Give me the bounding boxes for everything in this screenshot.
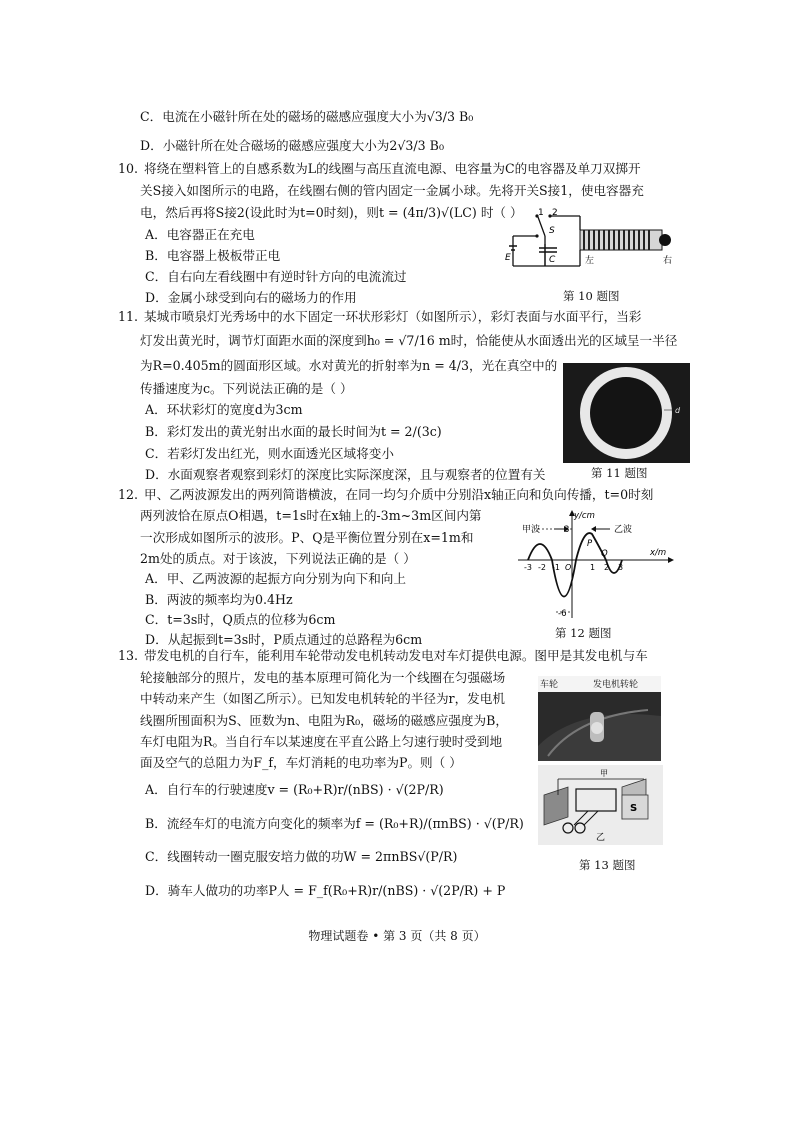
q12-stem-line-2: 两列波恰在原点O相遇，t=1s时在x轴上的-3m~3m区间内第 (140, 508, 482, 523)
q9-option-d: D．小磁针所在处合磁场的磁感应强度大小为2√3/3 B₀ (140, 138, 444, 153)
page-footer: 物理试题卷 • 第 3 页（共 8 页） (308, 929, 486, 943)
q11-option-a: A．环状彩灯的宽度d为3cm (145, 402, 303, 417)
q12-wave-a-label: 甲波 (522, 525, 541, 535)
q12-y-axis-label: y/cm (574, 511, 595, 521)
q10-label-2: 2 (552, 208, 558, 218)
q13-diagram-label-s: S (630, 803, 638, 814)
q13-stem-line-3: 中转动来产生（如图乙所示）。已知发电机转轮的半径为r，发电机 (140, 691, 505, 706)
q11-stem-line-1: 11. 某城市喷泉灯光秀场中的水下固定一环状形彩灯（如图所示），彩灯表面与水面平行，当彩 (118, 309, 642, 324)
q10-stem-line-1: 10. 将绕在塑料管上的自感系数为L的线圈与高压直流电源、电容量为C的电容器及单刀双掷开 (118, 161, 641, 176)
q13-generator-diagram (538, 765, 663, 845)
q9-option-c: C．电流在小磁针所在处的磁场的磁感应强度大小为√3/3 B₀ (140, 109, 474, 124)
q12-x-tick-minus1: -1 (552, 563, 560, 572)
q13-number: 13. (118, 648, 139, 663)
q12-wave-graph (510, 508, 675, 623)
q12-origin: O (565, 563, 572, 572)
q12-stem-line-4: 2m处的质点。对于该波，下列说法正确的是（ ） (140, 551, 416, 566)
q13-stem-line-6: 面及空气的总阻力为F_f，车灯消耗的电功率为P。则（ ） (140, 755, 462, 770)
q12-point-q: Q (601, 549, 608, 559)
q12-number: 12. (118, 487, 139, 502)
q12-x-tick-1: 1 (590, 563, 596, 572)
q12-x-tick-minus2: -2 (538, 563, 546, 572)
q10-option-a: A．电容器正在充电 (145, 227, 255, 242)
q12-x-axis-label: x/m (650, 548, 667, 558)
q12-y-tick-minus6: -6 (558, 609, 567, 619)
q10-label-e: E (505, 253, 511, 263)
q10-label-1: 1 (538, 208, 544, 218)
q11-figure-caption: 第 11 题图 (591, 466, 648, 480)
q11-number: 11. (118, 309, 139, 324)
q11-label-d: d (675, 406, 681, 415)
q12-wave-b-label: 乙波 (614, 525, 633, 535)
q10-option-c: C．自右向左看线圈中有逆时针方向的电流流过 (145, 269, 407, 284)
q13-stem-line-2: 轮接触部分的照片，发电的基本原理可简化为一个线圈在匀强磁场 (140, 670, 506, 685)
q10-label-left: 左 (585, 256, 595, 266)
q11-ring-light-figure (563, 363, 690, 463)
q13-option-a: A．自行车的行驶速度v = (R₀+R)r/(nBS) · √(2P/R) (145, 782, 444, 797)
q10-stem-line-3: 电，然后再将S接2(设此时为t=0时刻)，则t = (4π/3)√(LC) 时（ ） (140, 205, 523, 220)
q10-stem-line-2: 关S接入如图所示的电路，在线圈右侧的管内固定一金属小球。先将开关S接1，使电容器充 (140, 183, 644, 198)
q13-photo-figure (538, 676, 661, 761)
q10-label-c: C (549, 255, 556, 265)
q12-option-b: B．两波的频率均为0.4Hz (145, 592, 293, 607)
q12-point-p: P (587, 539, 593, 549)
q12-stem-line-3: 一次形成如图所示的波形。P、Q是平衡位置分别在x=1m和 (140, 530, 474, 545)
q13-stem-line-1: 13. 带发电机的自行车，能利用车轮带动发电机转动发电对车灯提供电源。图甲是其发电机与车 (118, 648, 648, 663)
q10-label-s: S (549, 226, 555, 236)
q12-figure-caption: 第 12 题图 (555, 626, 612, 640)
q10-number: 10. (118, 161, 139, 176)
q10-label-right: 右 (663, 256, 673, 266)
q12-x-tick-3: 3 (618, 563, 624, 572)
q10-option-d: D．金属小球受到向右的磁场力的作用 (145, 290, 357, 305)
q13-option-d: D．骑车人做功的功率P人 = F_f(R₀+R)r/(nBS) · √(2P/R) + P (145, 883, 506, 898)
q13-option-c: C．线圈转动一圈克服安培力做的功W = 2πnBS√(P/R) (145, 849, 458, 864)
q12-option-d: D．从起振到t=3s时，P质点通过的总路程为6cm (145, 632, 423, 647)
q11-stem-line-4: 传播速度为c。下列说法正确的是（ ） (140, 381, 353, 396)
q13-photo-label-wheel: 车轮 (540, 680, 559, 690)
q13-stem-line-4: 线圈所围面积为S、匝数为n、电阻为R₀，磁场的磁感应强度为B， (140, 713, 508, 728)
q11-option-b: B．彩灯发出的黄光射出水面的最长时间为t = 2/(3c) (145, 424, 442, 439)
q10-figure-caption: 第 10 题图 (563, 289, 620, 303)
q10-option-b: B．电容器上极板带正电 (145, 248, 281, 263)
q11-option-c: C．若彩灯发出红光，则水面透光区域将变小 (145, 446, 394, 461)
q13-diagram-label-yi: 乙 (596, 833, 606, 843)
q13-option-b: B．流经车灯的电流方向变化的频率为f = (R₀+R)/(πnBS) · √(P/R) (145, 816, 524, 831)
q13-diagram-label-jia: 甲 (600, 769, 608, 778)
q13-stem-line-5: 车灯电阻为R。当自行车以某速度在平直公路上匀速行驶时受到地 (140, 734, 503, 749)
q12-y-tick-3: 3 (564, 525, 570, 535)
q12-stem-line-1: 12. 甲、乙两波源发出的两列简谐横波，在同一均匀介质中分别沿x轴正向和负向传播，t=0时刻 (118, 487, 654, 502)
q11-stem-line-2: 灯发出黄光时，调节灯面距水面的深度到h₀ = √7/16 m时，恰能使从水面透出光的区域呈一半径 (140, 333, 678, 348)
q11-option-d: D．水面观察者观察到彩灯的深度比实际深度深，且与观察者的位置有关 (145, 467, 546, 482)
q13-figure-caption: 第 13 题图 (579, 858, 636, 872)
q12-option-a: A．甲、乙两波源的起振方向分别为向下和向上 (145, 571, 406, 586)
q12-option-c: C．t=3s时，Q质点的位移为6cm (145, 612, 336, 627)
q12-x-tick-minus3: -3 (524, 563, 532, 572)
q11-stem-line-3: 为R=0.405m的圆面形区域。水对黄光的折射率为n = 4/3，光在真空中的 (140, 358, 558, 373)
q13-photo-label-generator: 发电机转轮 (593, 680, 639, 690)
q12-x-tick-2: 2 (604, 563, 610, 572)
q10-circuit-figure (505, 208, 685, 278)
